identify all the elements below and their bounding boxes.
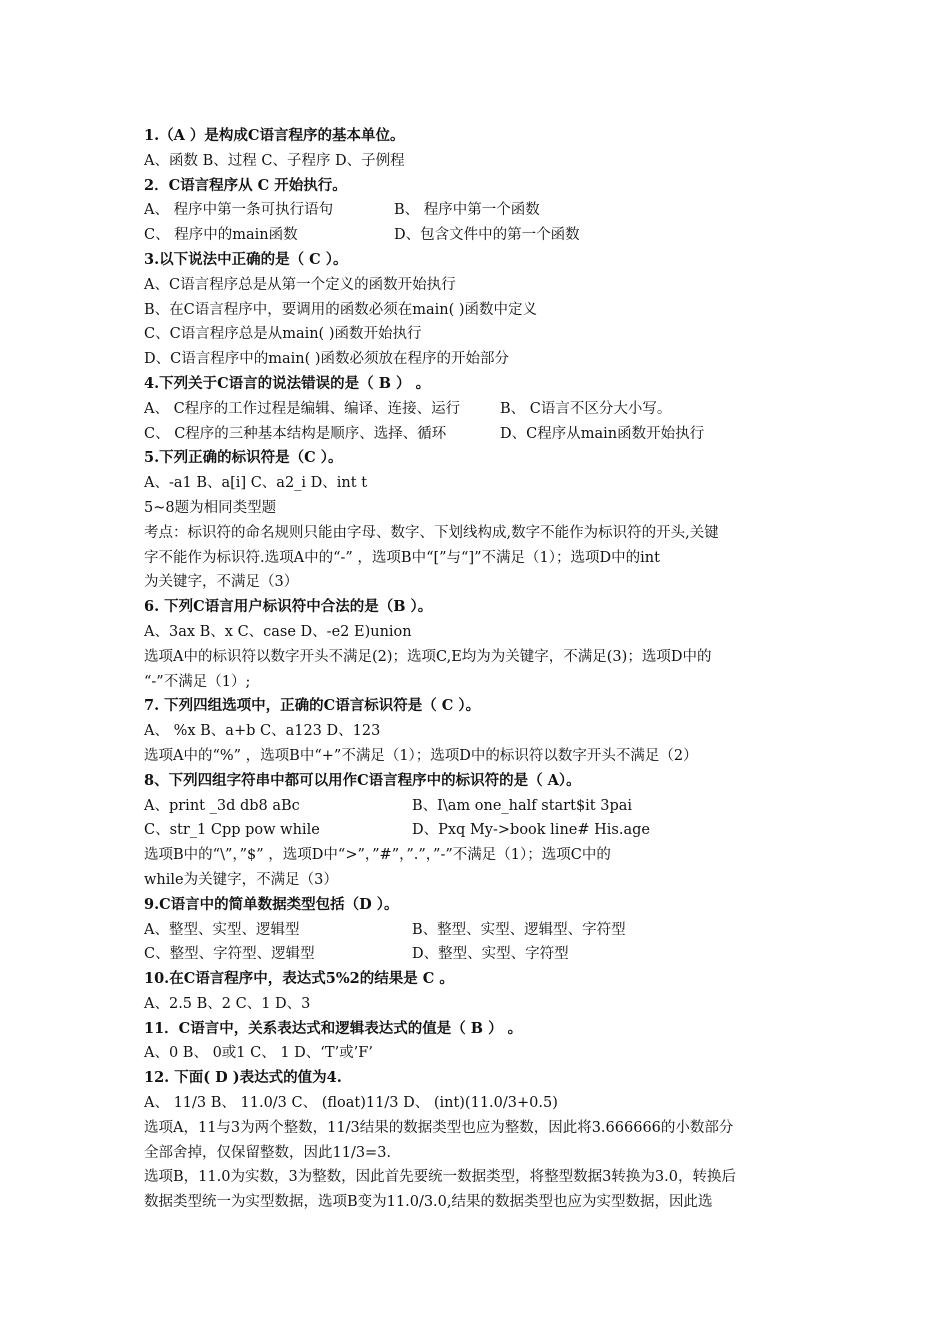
text-line: 5~8题为相同类型题 <box>144 499 277 516</box>
option-left: A、 程序中第一条可执行语句 <box>144 202 334 219</box>
text-line: while为关键字，不满足（3） <box>144 871 338 888</box>
text-line: 为关键字，不满足（3） <box>144 574 299 591</box>
options-row <box>144 818 812 843</box>
options-row <box>144 397 812 422</box>
options-row <box>144 918 812 943</box>
options-row <box>144 794 812 819</box>
question-line: 12. 下面( D )表达式的值为4. <box>144 1069 342 1087</box>
question-line: 9.C语言中的简单数据类型包括（D ）。 <box>144 895 399 913</box>
question-line: 7. 下列四组选项中，正确的C语言标识符是（ C ）。 <box>144 697 481 715</box>
text-line: B、在C语言程序中，要调用的函数必须在main( )函数中定义 <box>144 301 538 318</box>
options-row <box>144 223 812 248</box>
option-right: B、I\am one_half start$it 3pai <box>412 797 633 814</box>
question-line: 4.下列关于C语言的说法错误的是（ B ） 。 <box>144 374 431 392</box>
text-line: 字不能作为标识符.选项A中的“-” ，选项B中“[”与“]”不满足（1）；选项D中的int <box>144 549 660 566</box>
options-row <box>144 198 812 223</box>
text-line: 选项B中的“\”，”$” ，选项D中“>”，”#”，”.”，”-”不满足（1）；选项C中的 <box>144 847 611 864</box>
question-line: 8、下列四组字符串中都可以用作C语言程序中的标识符的是（ A）。 <box>144 771 581 789</box>
option-left: A、整型、实型、逻辑型 <box>144 921 300 938</box>
option-left: A、 C程序的工作过程是编辑、编译、连接、运行 <box>144 400 461 417</box>
question-line: 2．C语言程序从 C 开始执行。 <box>144 176 347 194</box>
text-line: A、 %x B、a+b C、a123 D、123 <box>144 723 381 740</box>
option-right: B、 程序中第一个函数 <box>394 202 540 219</box>
text-line: A、0 B、 0或1 C、 1 D、‘T’或’F’ <box>144 1045 373 1062</box>
question-line: 3.以下说法中正确的是（ C ）。 <box>144 250 348 268</box>
text-line: 数据类型统一为实型数据，选项B变为11.0/3.0,结果的数据类型也应为实型数据，因此选 <box>144 1194 713 1211</box>
text-line: A、-a1 B、a[i] C、a2_i D、int t <box>144 475 368 492</box>
option-left: C、 C程序的三种基本结构是顺序、选择、循环 <box>144 425 447 442</box>
option-left: C、str_1 Cpp pow while <box>144 822 320 839</box>
text-line: 全部舍掉，仅保留整数，因此11/3=3. <box>144 1144 392 1161</box>
text-line: 考点：标识符的命名规则只能由字母、数字、下划线构成,数字不能作为标识符的开头,关键 <box>144 524 719 541</box>
text-line: 选项A中的标识符以数字开头不满足(2)；选项C,E均为为关键字，不满足(3)；选项D中的 <box>144 648 712 665</box>
question-line: 6. 下列C语言用户标识符中合法的是（B ）。 <box>144 598 433 616</box>
options-row <box>144 942 812 967</box>
text-line: C、C语言程序总是从main( )函数开始执行 <box>144 326 422 343</box>
option-left: A、print _3d db8 aBc <box>144 797 300 814</box>
text-line: A、2.5 B、2 C、1 D、3 <box>144 995 311 1012</box>
text-line: “-”不满足（1）; <box>144 673 251 690</box>
question-line: 1.（A ）是构成C语言程序的基本单位。 <box>144 127 405 144</box>
question-line: 5.下列正确的标识符是（C ）。 <box>144 449 343 467</box>
text-line: 选项A中的“%” ，选项B中“+”不满足（1）；选项D中的标识符以数字开头不满足（2） <box>144 747 698 764</box>
document-page <box>144 124 812 1215</box>
option-right: D、C程序从main函数开始执行 <box>500 425 705 442</box>
text-line: D、C语言程序中的main( )函数必须放在程序的开始部分 <box>144 351 510 368</box>
option-right: D、整型、实型、字符型 <box>412 946 569 963</box>
option-right: D、包含文件中的第一个函数 <box>394 227 580 244</box>
options-row <box>144 422 812 447</box>
option-right: B、整型、实型、逻辑型、字符型 <box>412 921 626 938</box>
option-left: C、整型、字符型、逻辑型 <box>144 946 315 963</box>
option-right: D、Pxq My->book line# His.age <box>412 822 650 839</box>
text-line: 选项B，11.0为实数，3为整数，因此首先要统一数据类型，将整型数据3转换为3.0，转换后 <box>144 1169 736 1186</box>
option-left: C、 程序中的main函数 <box>144 227 298 244</box>
text-line: A、函数 B、过程 C、子程序 D、子例程 <box>144 152 405 169</box>
text-line: A、 11/3 B、 11.0/3 C、 (float)11/3 D、 (int)(11.0/3+0.5) <box>144 1095 558 1112</box>
question-line: 11．C语言中，关系表达式和逻辑表达式的值是（ B ） 。 <box>144 1019 523 1037</box>
text-line: A、C语言程序总是从第一个定义的函数开始执行 <box>144 276 456 293</box>
option-right: B、 C语言不区分大小写。 <box>500 400 672 417</box>
text-line: 选项A，11与3为两个整数，11/3结果的数据类型也应为整数，因此将3.666666的小数部分 <box>144 1119 734 1136</box>
text-line: A、3ax B、x C、case D、-e2 E)union <box>144 623 412 640</box>
question-line: 10.在C语言程序中，表达式5%2的结果是 C 。 <box>144 970 454 988</box>
